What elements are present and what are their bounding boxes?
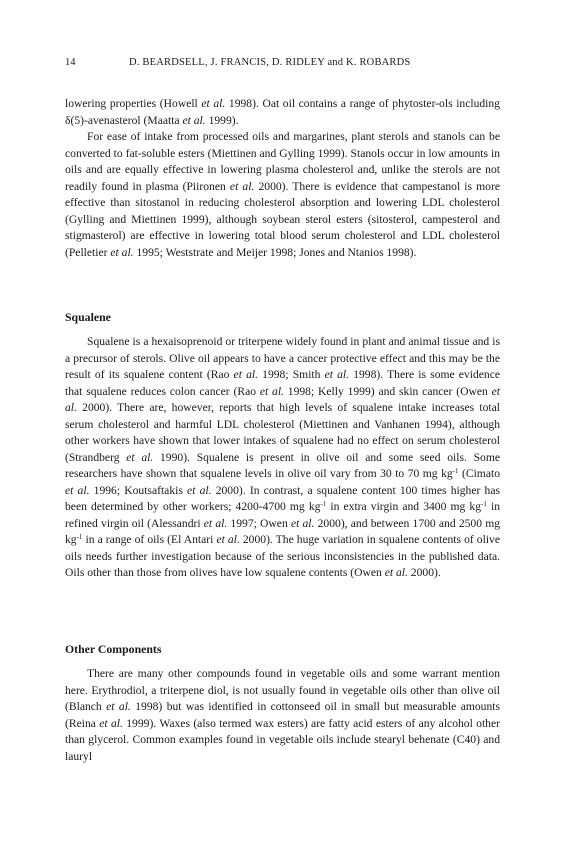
running-head-authors: D. BEARDSELL, J. FRANCIS, D. RIDLEY and K. ROBARDS [129, 57, 411, 68]
italic-text: et al. [110, 245, 134, 259]
text-run: 1996; Koutsaftakis [89, 483, 188, 497]
italic-text: et al. [203, 516, 228, 530]
text-run: lowering properties (Howell [65, 97, 202, 110]
text-run: 1995; Weststrate and Meijer 1998; Jones and Ntanios 1998). [133, 245, 417, 259]
superscript-text: -1 [452, 467, 459, 475]
text-run: There are many other compounds found in vegetable oils and some warrant mention here. Erythrodiol, a triterpene diol, is not usually found in vegetable oils other than olive oil (Blanch [65, 667, 500, 713]
italic-text: et al. [126, 450, 154, 464]
text-run: 1998; Smith [258, 368, 325, 381]
section-heading-other-components: Other Components [65, 642, 162, 656]
text-run: 2000). There is evidence that campestanol is more effective than sitostanol in reducing cholesterol absorption and lowering LDL cholesterol (Gylling and Miettinen 1999), although soybean sterol esters (sitosterol, campesterol and stigmasterol) are effective in lowering total blood serum cholesterol and LDL cholesterol (Pelletier [65, 179, 500, 259]
text-run: 2000). [407, 566, 441, 579]
italic-text: et al. [65, 483, 90, 497]
text-run: in refined virgin oil (Alessandri [65, 500, 500, 530]
italic-text: et al. [233, 368, 258, 381]
text-run: 1999). Waxes (also termed wax esters) are fatty acid esters of any alcohol other than glycerol. Common examples found in vegetable oils include stearyl behenate (C40) and lauryl [65, 716, 500, 763]
text-run: 2000). There are, however, reports that high levels of squalene intake increases total serum cholesterol and harmful LDL cholesterol (Miettinen and Vanhanen 1994), although other workers have shown that lower intakes of squalene had no effect on serum cholesterol (Strandberg [65, 401, 500, 464]
paragraph-other-components [65, 666, 500, 765]
text-run: For ease of intake from processed oils and margarines, plant sterols and stanols can be converted to fat-soluble esters (Miettinen and Gylling 1999). Stanols occur in low amounts in oils and are equally effective in lowering plasma cholesterol and, unlike the sterols are not readily found in plasma (Piironen [65, 130, 500, 193]
italic-text: et al. [290, 516, 315, 530]
paragraph-stanol-esters [65, 129, 500, 261]
text-run: 1998). There is some evidence that squalene reduces colon cancer (Rao [65, 368, 501, 398]
page-number: 14 [65, 57, 76, 68]
italic-text: et al. [384, 566, 408, 579]
text-run: 1999). [205, 113, 239, 127]
italic-text: et al. [216, 533, 240, 546]
superscript-text: -1 [76, 533, 83, 541]
italic-text: et al. [182, 113, 206, 127]
text-run: Squalene is a hexaisoprenoid or triterpene widely found in plant and animal tissue and is a precursor of sterols. Olive oil appears to have a cancer protective effect and this may be the result of its squalene content (Rao [65, 335, 500, 381]
text-run: 1998) but was identified in cottonseed oil in small but measurable amounts (Reina [65, 700, 500, 730]
text-run: 2000). In contrast, a squalene content 100 times higher has been determined by other workers; 4200-4700 mg kg [65, 483, 500, 513]
text-run: 1990). Squalene is present in olive oil and some seed oils. Some researchers have shown that squalene levels in olive oil vary from 30 to 70 mg kg [65, 450, 501, 480]
text-run: 1998). Oat oil contains a range of phytoster-ols including δ(5)-avenasterol (Maatta [65, 97, 500, 127]
italic-text: et al. [229, 179, 255, 193]
paragraph-squalene [65, 334, 500, 582]
italic-text: et al. [106, 700, 131, 713]
superscript-text: -1 [320, 500, 327, 508]
text-run: 1998; Kelly 1999) and skin cancer (Owen [283, 384, 492, 398]
italic-text: et al. [259, 384, 284, 398]
text-run: 2000). The huge variation in squalene contents of olive oils needs further investigation because of the serious inconsistencies in the published data. Oils other than those from olives have low squalene contents (Owen [65, 533, 500, 579]
paragraph-oat-oil [65, 96, 500, 129]
text-run: (Cimato [458, 467, 500, 480]
italic-text: et al. [324, 368, 350, 381]
text-run: in extra virgin and 3400 mg kg [326, 500, 482, 513]
section-heading-squalene: Squalene [65, 310, 111, 324]
running-head [65, 55, 500, 71]
italic-text: et al. [187, 483, 212, 497]
superscript-text: -1 [481, 500, 487, 508]
italic-text: et al. [65, 384, 500, 414]
text-run: 2000), and between 1700 and 2500 mg kg [65, 516, 501, 546]
text-run: in a range of oils (El Antari [82, 533, 217, 546]
italic-text: et al. [201, 97, 226, 110]
text-run: 1997; Owen [227, 516, 291, 530]
italic-text: et al. [99, 716, 123, 730]
